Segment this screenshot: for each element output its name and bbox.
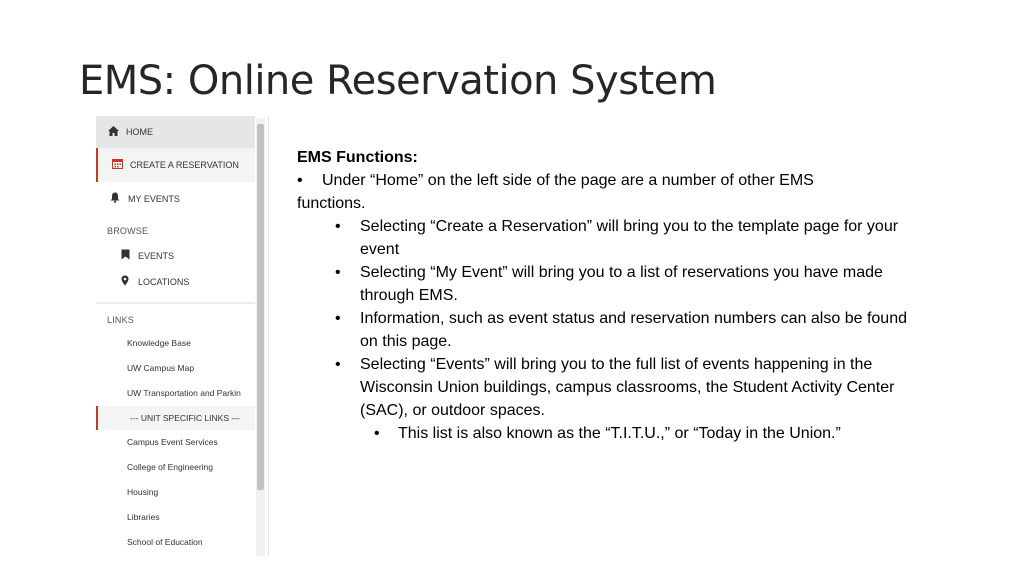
scrollbar-thumb[interactable] [257,124,264,490]
bullet-text-line: on this page. [360,333,452,350]
sidebar-item-locations[interactable] [96,272,255,292]
sidebar-divider [96,302,255,304]
bullet-level2 [297,353,987,422]
bell-icon [108,192,122,206]
calendar-icon [110,158,124,172]
sidebar-link-housing[interactable]: Housing [127,487,159,497]
sidebar-item-label: LOCATIONS [138,277,190,287]
bullet-text: Under “Home” on the left side of the page are a number of other EMS [322,172,814,189]
sidebar-link-campus-map[interactable]: UW Campus Map [127,363,195,373]
sidebar-scrollbar[interactable] [256,118,265,556]
bullet-marker: • [374,425,380,442]
links-section-label: LINKS [107,315,135,325]
bullet-level3 [297,422,987,445]
sidebar-link-libraries[interactable]: Libraries [127,512,160,522]
bullet-text: This list is also known as the “T.I.T.U.,” or “Today in the Union.” [398,425,841,442]
bullet-level2 [297,307,987,353]
bullet-text-line: Selecting “My Event” will bring you to a list of reservations you have made [360,264,883,281]
sidebar-item-home[interactable] [96,116,255,148]
sidebar-item-label: HOME [126,127,153,137]
slide-title: EMS: Online Reservation System [79,58,717,104]
sidebar-item-label: CREATE A RESERVATION [130,160,239,170]
bullet-marker: • [335,310,341,327]
map-pin-icon [118,275,132,289]
sidebar-link-transportation[interactable]: UW Transportation and Parkin [127,388,241,398]
home-icon [106,126,120,139]
sidebar-item-label: MY EVENTS [128,194,180,204]
sidebar-link-engineering[interactable]: College of Engineering [127,462,214,472]
sidebar-unit-specific-links[interactable]: --- UNIT SPECIFIC LINKS --- [96,406,255,430]
bullet-level2 [297,215,987,261]
bullet-marker: • [335,218,341,235]
bullet-text-line: (SAC), or outdoor spaces. [360,402,545,419]
bullet-level1-continuation: functions. [297,195,366,212]
bullet-text-line: Selecting “Events” will bring you to the full list of events happening in the [360,356,873,373]
bullet-text-line: Wisconsin Union buildings, campus classrooms, the Student Activity Center [360,379,895,396]
bullet-text-line: event [360,241,400,258]
bullet-text-line: through EMS. [360,287,458,304]
sidebar-link-education[interactable]: School of Education [127,537,203,547]
bullet-marker: • [335,264,341,281]
browse-section-label: BROWSE [107,226,149,236]
ems-sidebar-screenshot [96,116,269,556]
bookmark-icon [118,249,132,263]
sidebar-link-knowledge-base[interactable]: Knowledge Base [127,338,191,348]
bullet-level1 [297,169,987,192]
bullet-marker: • [297,172,303,189]
bullet-marker: • [335,356,341,373]
sidebar-item-events[interactable] [96,246,255,266]
sidebar-link-campus-event-services[interactable]: Campus Event Services [127,437,218,447]
content-heading: EMS Functions: [297,149,418,166]
sidebar-item-my-events[interactable] [96,184,255,214]
bullet-text-line: Information, such as event status and reservation numbers can also be found [360,310,907,327]
sidebar-item-label: EVENTS [138,251,175,261]
sidebar-item-create-reservation[interactable] [96,148,255,182]
bullet-level2 [297,261,987,307]
ems-functions-text [297,146,987,445]
bullet-text-line: Selecting “Create a Reservation” will bring you to the template page for your [360,218,899,235]
